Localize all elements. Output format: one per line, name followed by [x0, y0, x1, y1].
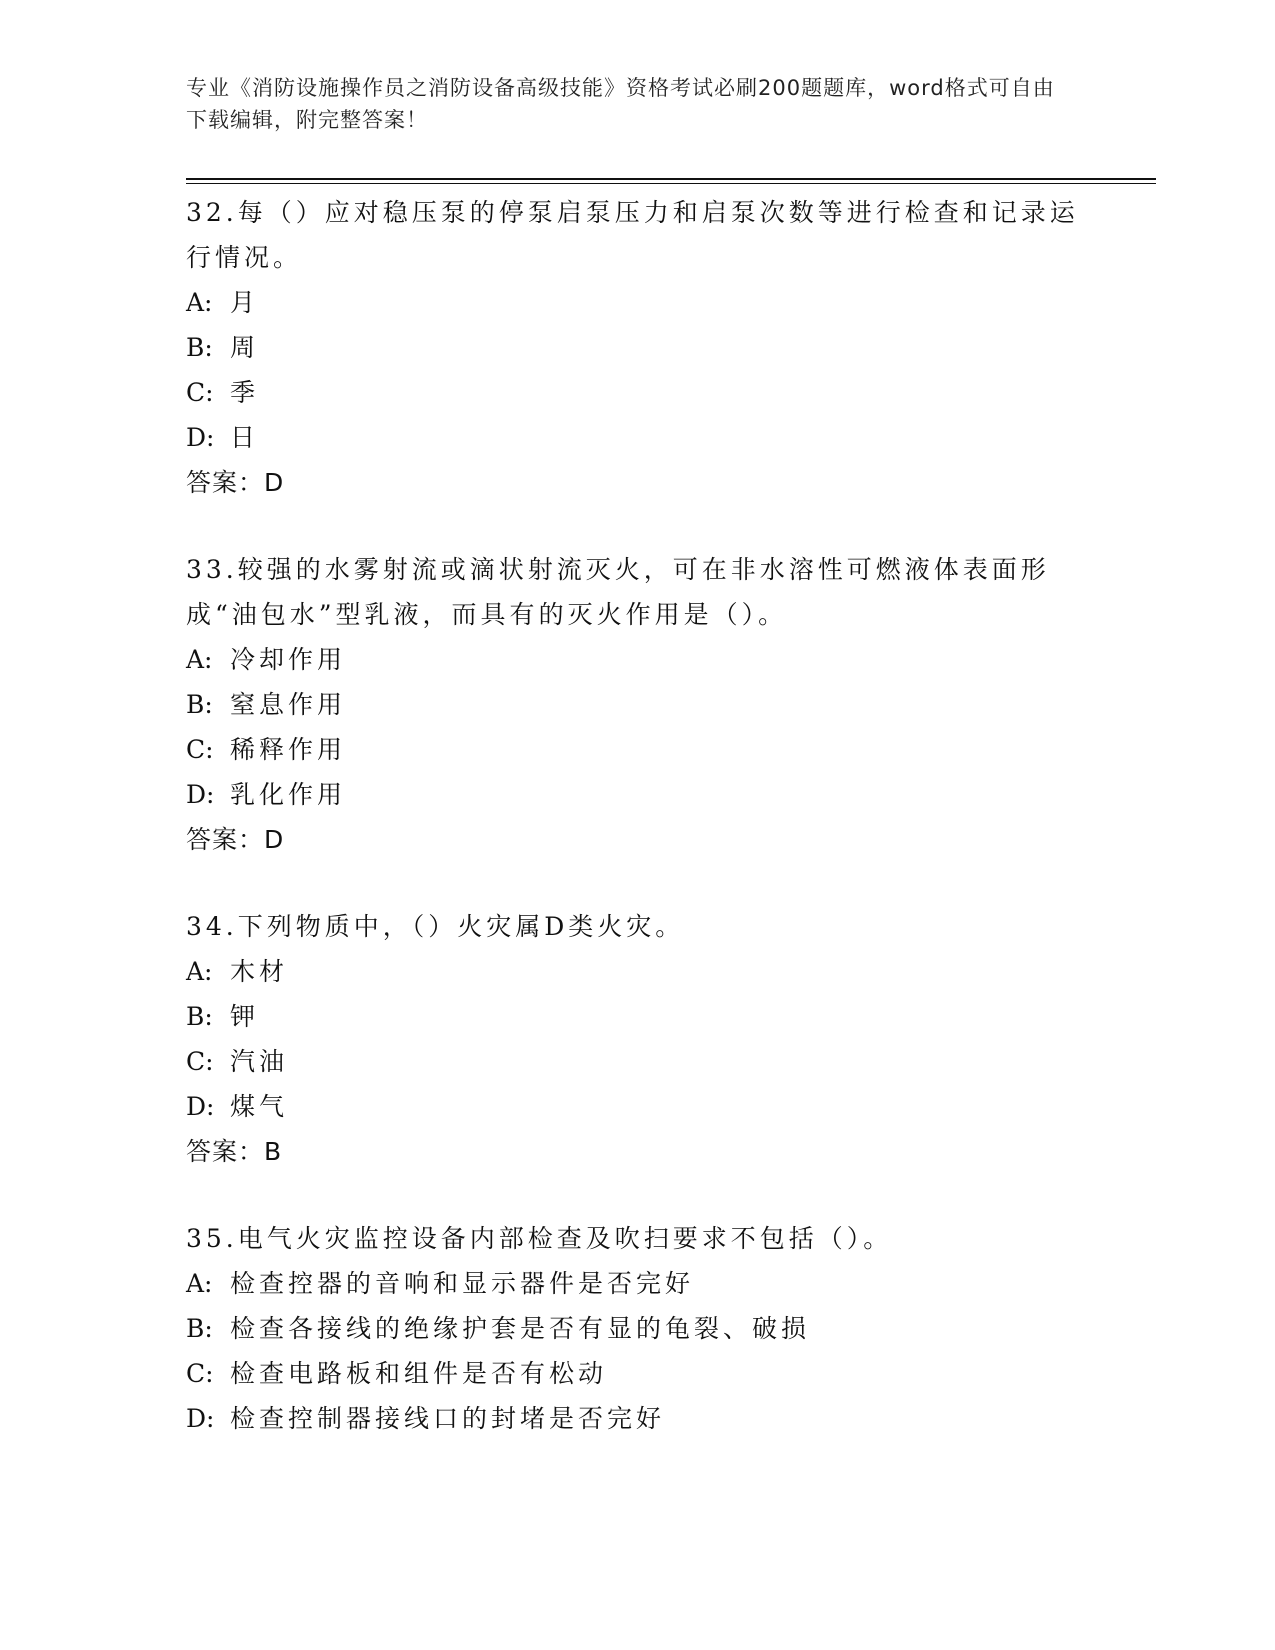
question-text: 33.较强的水雾射流或滴状射流灭火，可在非水溶性可燃液体表面形成“油包水”型乳液，而具有的灭火作用是（）。 — [186, 555, 1050, 629]
answer-line — [186, 817, 1086, 862]
question-32 — [186, 190, 1086, 505]
answer-value: B — [264, 1137, 283, 1166]
option-a — [186, 949, 1086, 994]
option-text: 窒息作用 — [230, 690, 347, 719]
option-b — [186, 1306, 1086, 1351]
option-letter: B: — [186, 1002, 213, 1031]
option-c — [186, 727, 1086, 772]
option-letter: A: — [186, 288, 213, 317]
answer-line — [186, 1129, 1086, 1174]
option-d — [186, 415, 1086, 460]
option-d — [186, 772, 1086, 817]
option-letter: C: — [186, 378, 214, 407]
option-b — [186, 994, 1086, 1039]
option-b — [186, 325, 1086, 370]
option-text: 检查电路板和组件是否有松动 — [230, 1359, 608, 1388]
header-divider-thick — [186, 178, 1156, 180]
question-list — [186, 190, 1086, 1483]
option-text: 检查控器的音响和显示器件是否完好 — [230, 1269, 695, 1298]
option-text: 月 — [230, 288, 260, 317]
option-text: 煤气 — [230, 1092, 289, 1121]
option-text: 日 — [230, 423, 260, 452]
option-letter: D: — [186, 780, 215, 809]
option-b — [186, 682, 1086, 727]
option-c — [186, 370, 1086, 415]
option-letter: A: — [186, 1269, 213, 1298]
answer-line — [186, 460, 1086, 505]
option-a — [186, 637, 1086, 682]
header-divider-thin — [186, 183, 1156, 184]
option-c — [186, 1039, 1086, 1084]
option-letter: B: — [186, 1314, 213, 1343]
document-header: 专业《消防设施操作员之消防设备高级技能》资格考试必刷200题题库，word格式可自由下载编辑，附完整答案！ — [186, 76, 1055, 132]
answer-value: D — [264, 825, 285, 854]
option-c — [186, 1351, 1086, 1396]
answer-label: 答案： — [186, 825, 265, 854]
answer-label: 答案： — [186, 468, 265, 497]
option-d — [186, 1396, 1086, 1441]
option-letter: D: — [186, 1092, 215, 1121]
option-letter: C: — [186, 1359, 214, 1388]
option-a — [186, 1261, 1086, 1306]
option-d — [186, 1084, 1086, 1129]
option-letter: B: — [186, 690, 213, 719]
option-text: 周 — [230, 333, 260, 362]
option-text: 冷却作用 — [230, 645, 347, 674]
option-letter: B: — [186, 333, 213, 362]
option-text: 钾 — [230, 1002, 260, 1031]
answer-label: 答案： — [186, 1137, 265, 1166]
question-35 — [186, 1216, 1086, 1441]
question-33 — [186, 547, 1086, 862]
question-text: 34.下列物质中，（）火灾属D类火灾。 — [186, 912, 685, 941]
question-text: 35.电气火灾监控设备内部检查及吹扫要求不包括（）。 — [186, 1224, 893, 1253]
option-text: 季 — [230, 378, 260, 407]
option-letter: D: — [186, 1404, 215, 1433]
question-34 — [186, 904, 1086, 1174]
option-letter: A: — [186, 957, 213, 986]
option-text: 乳化作用 — [230, 780, 347, 809]
option-a — [186, 280, 1086, 325]
question-text: 32.每（）应对稳压泵的停泵启泵压力和启泵次数等进行检查和记录运行情况。 — [186, 198, 1079, 272]
answer-value: D — [264, 468, 285, 497]
option-letter: A: — [186, 645, 213, 674]
option-text: 稀释作用 — [230, 735, 347, 764]
option-text: 检查各接线的绝缘护套是否有显的龟裂、破损 — [230, 1314, 811, 1343]
option-letter: C: — [186, 1047, 214, 1076]
option-letter: C: — [186, 735, 214, 764]
option-text: 汽油 — [230, 1047, 289, 1076]
option-text: 检查控制器接线口的封堵是否完好 — [230, 1404, 666, 1433]
option-letter: D: — [186, 423, 215, 452]
option-text: 木材 — [230, 957, 289, 986]
